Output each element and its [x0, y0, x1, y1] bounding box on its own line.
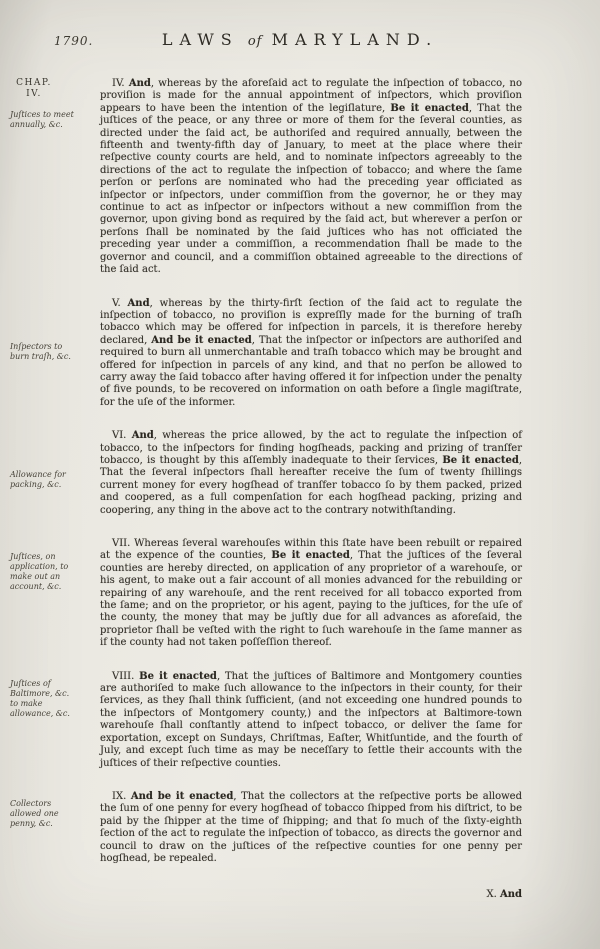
- page-header: [0, 0, 600, 64]
- catchword: X. And: [486, 889, 522, 901]
- title-of: of: [247, 34, 263, 49]
- paragraph-vii: VII. Whereas ſeveral warehouſes within this ſtate have been rebuilt or repaired at the expence of the counties, Be it enacted, That the juſtices of the ſeveral counties are hereby directed, on application of any proprietor of a warehouſe, or his agent, to make out a fair account of all monies advanced for the rebuilding or repairing of any warehouſe, and the rent received for all tobacco exported from the ſame; and on the proprietor, or his agent, paying to the juſtices, for the uſe of the county, the money that may be juſtly due for all advances as aforeſaid, the proprietor ſhall be veſted with the right to ſuch warehouſe in the ſame manner as if the county had not taken poſſeſſion thereof.: [100, 538, 522, 649]
- margin-column: [10, 791, 90, 865]
- section-vii: [10, 538, 522, 650]
- section-ix: [10, 791, 522, 865]
- margin-note: Juſtices of Baltimore, &c. to make allowance, &c.: [10, 678, 70, 718]
- margin-column: [10, 298, 90, 410]
- section-iv: [10, 78, 522, 277]
- margin-column: [10, 430, 90, 517]
- section-viii: [10, 671, 522, 770]
- section-v: [10, 298, 522, 410]
- title-laws: LAWS: [161, 30, 239, 49]
- page-year: 1790.: [54, 34, 94, 48]
- margin-note: Juſtices to meet annually, &c.: [10, 110, 74, 129]
- margin-note: Collectors allowed one penny, &c.: [10, 798, 59, 828]
- margin-column: [10, 671, 90, 770]
- section-vi: [10, 430, 522, 517]
- paragraph-iv: IV. And, whereas by the aforeſaid act to regulate the inſpection of tobacco, no proviſion is made for the annual appointment of inſpectors, which proviſion appears to have been the intention of the legiſlature, Be it enacted, That the juſtices of the peace, or any three or more of them for the ſeveral counties, as directed under the ſaid act, be authoriſed and required annually, between the fifteenth and twenty-fifth day of January, to meet at the place where their reſpective county courts are held, and to nominate inſpectors agreeably to the directions of the act to regulate the inſpection of tobacco; and where the ſame perſon or perſons are nominated who had the preceding year officiated as inſpector or inſpectors, under commiſſion from the governor, he or they may continue to act as inſpector or inſpectors without a new commiſſion from the governor, upon giving bond as required by the ſaid act, but wherever a perſon or perſons ſhall be nominated by the ſaid juſtices who has not officiated the preceding year under a commiſſion, a recommendation ſhall be made to the governor and council, and a commiſſion obtained agreeable to the directions of the ſaid act.: [100, 78, 522, 276]
- paragraph-v: V. And, whereas by the thirty-firſt ſection of the ſaid act to regulate the inſpection of tobacco, no proviſion is expreſſly made for the burning of traſh tobacco which may be offered for inſpection in parcels, it is therefore hereby declared, And be it enacted, That the inſpector or inſpectors are authoriſed and required to burn all unmerchantable and traſh tobacco which may be brought and offered for inſpection in parcels of any kind, and that no perſon be allowed to carry away the ſaid tobacco after having offered it for inſpection under the penalty of five pounds, to be recovered on information on oath before a ſingle magiſtrate, for the uſe of the informer.: [100, 297, 522, 408]
- margin-column: [10, 78, 90, 277]
- margin-note: Allowance for packing, &c.: [10, 470, 66, 490]
- paragraph-viii: VIII. Be it enacted, That the juſtices of Baltimore and Montgomery counties are authoriſed to make ſuch allowance to the inſpectors in their county, for their ſervices, as they ſhall think ſufficient, (and not exceeding one hundred pounds to the inſpectors of Montgomery county,) and the inſpectors at Baltimore-town warehouſe ſhall conſtantly attend to inſpect tobacco, or deliver the ſame for exportation, except on Sundays, Chriſtmas, Eaſter, Whitſuntide, and the fourth of July, and except ſuch time as may be neceſſary to ſettle their accounts with the juſtices of their reſpective counties.: [100, 670, 522, 769]
- margin-note: Juſtices, on application, to make out an account, &c.: [10, 552, 69, 591]
- page-content: [0, 64, 600, 865]
- chapter-heading: CHAP. IV.: [16, 78, 52, 99]
- margin-column: [10, 538, 90, 650]
- paragraph-vi: VI. And, whereas the price allowed, by the act to regulate the inſpection of tobacco, to the inſpectors for finding hogſheads, packing and prizing of tranſfer tobacco, is thought by this aſſembly inadequate to their ſervices, Be it enacted, That the ſeveral inſpectors ſhall hereafter receive the ſum of twenty ſhillings current money for every hogſhead of tranſfer tobacco ſo by them packed, prized and coopered, as a full compenſation for each hogſhead packing, prizing and coopering, any thing in the above act to the contrary notwithſtanding.: [100, 430, 523, 516]
- margin-note: Inſpectors to burn traſh, &c.: [10, 341, 71, 361]
- title-maryland: MARYLAND.: [271, 30, 439, 49]
- paragraph-ix: IX. And be it enacted, That the collectors at the reſpective ports be allowed the ſum of one penny for every hogſhead of tobacco ſhipped from his diſtrict, to be paid by the ſhipper at the time of ſhipping; and that ſo much of the ſixty-eighth ſection of the act to regulate the inſpection of tobacco, as directs the governor and council to draw on the juſtices of the reſpective counties for one penny per hogſhead, be repealed.: [100, 790, 522, 864]
